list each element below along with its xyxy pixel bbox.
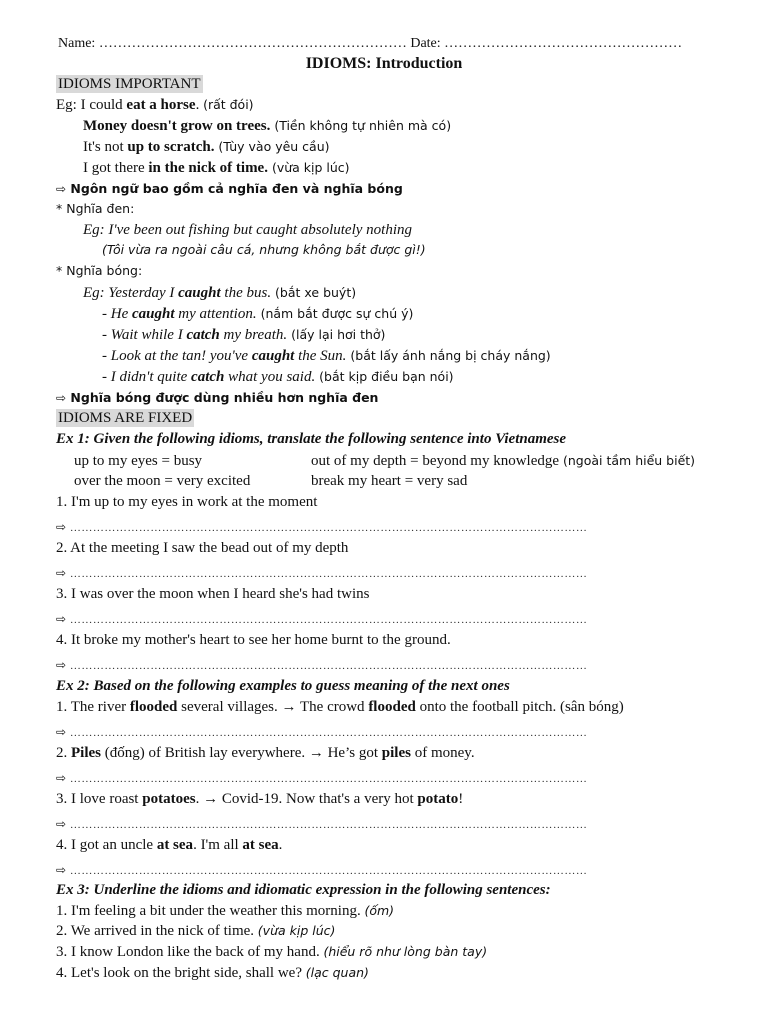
figurative-example-4: - Look at the tan! you've caught the Sun. (bắt lấy ánh nắng bị cháy nắng) bbox=[102, 348, 551, 364]
exercise-2-item: 3. I love roast potatoes. → Covid-19. Now that's a very hot potato! bbox=[56, 791, 464, 807]
arrow-icon: ⇨ bbox=[56, 658, 67, 672]
figurative-example-3: - Wait while I catch my breath. (lấy lại hơi thở) bbox=[102, 327, 386, 343]
answer-line[interactable]: ⇨ ……………………………………………………………………………………………………………………… bbox=[56, 771, 588, 785]
exercise-2-item: 1. The river flooded several villages. → The crowd flooded onto the football pitch. (sân bóng) bbox=[56, 699, 624, 715]
example-line-3: It's not up to scratch. (Tùy vào yêu cầu) bbox=[83, 139, 330, 155]
idiom-row-1: up to my eyes = busy out of my depth = beyond my knowledge (ngoài tầm hiểu biết) bbox=[74, 453, 696, 469]
arrow-icon: ⇨ bbox=[56, 771, 67, 785]
answer-line[interactable]: ⇨ ……………………………………………………………………………………………………………………… bbox=[56, 520, 588, 534]
answer-line[interactable]: ⇨ ……………………………………………………………………………………………………………………… bbox=[56, 817, 588, 831]
exercise-3-item: 3. I know London like the back of my hand. (hiểu rõ như lòng bàn tay) bbox=[56, 944, 488, 960]
literal-translation: (Tôi vừa ra ngoài câu cá, nhưng không bắt được gì!) bbox=[102, 242, 426, 257]
exercise-3-item: 2. We arrived in the nick of time. (vừa kịp lúc) bbox=[56, 923, 336, 939]
exercise-1-item: 1. I'm up to my eyes in work at the moment bbox=[56, 494, 318, 510]
figurative-example-5: - I didn't quite catch what you said. (bắt kịp điều bạn nói) bbox=[102, 369, 454, 385]
answer-line[interactable]: ⇨ ……………………………………………………………………………………………………………………… bbox=[56, 863, 588, 877]
literal-label: * Nghĩa đen: bbox=[56, 201, 135, 216]
exercise-2-item: 4. I got an uncle at sea. I'm all at sea. bbox=[56, 837, 283, 853]
answer-line[interactable]: ⇨ ……………………………………………………………………………………………………………………… bbox=[56, 658, 588, 672]
date-field[interactable]: …………………………………………… bbox=[444, 36, 683, 51]
note-literal-figurative: ⇨ Ngôn ngữ bao gồm cả nghĩa đen và nghĩa bóng bbox=[56, 181, 403, 196]
answer-line[interactable]: ⇨ ……………………………………………………………………………………………………………………… bbox=[56, 612, 588, 626]
answer-line[interactable]: ⇨ ……………………………………………………………………………………………………………………… bbox=[56, 566, 588, 580]
idiom-row-2: over the moon = very excited break my heart = very sad bbox=[74, 473, 468, 489]
arrow-icon: ⇨ bbox=[56, 817, 67, 831]
exercise-1-item: 2. At the meeting I saw the bead out of my depth bbox=[56, 540, 349, 556]
arrow-icon: ⇨ bbox=[56, 612, 67, 626]
literal-example: Eg: I've been out fishing but caught absolutely nothing bbox=[83, 222, 412, 238]
page-title: IDIOMS: Introduction bbox=[305, 55, 463, 72]
section-heading-fixed: IDIOMS ARE FIXED bbox=[58, 410, 193, 426]
example-line-2: Money doesn't grow on trees. (Tiền không tự nhiên mà có) bbox=[83, 118, 452, 134]
exercise-3-item: 4. Let's look on the bright side, shall we? (lạc quan) bbox=[56, 965, 369, 981]
figurative-example-2: - He caught my attention. (nắm bắt được sự chú ý) bbox=[102, 306, 414, 322]
date-label: Date: bbox=[406, 36, 445, 51]
example-line-4: I got there in the nick of time. (vừa kịp lúc) bbox=[83, 160, 350, 176]
arrow-icon: ⇨ bbox=[56, 520, 67, 534]
exercise-1-item: 4. It broke my mother's heart to see her home burnt to the ground. bbox=[56, 632, 451, 648]
exercise-1-item: 3. I was over the moon when I heard she's had twins bbox=[56, 586, 370, 602]
header-row bbox=[58, 37, 768, 51]
arrow-icon: ⇨ bbox=[56, 182, 67, 196]
note-figurative-more: ⇨ Nghĩa bóng được dùng nhiều hơn nghĩa đen bbox=[56, 390, 379, 405]
figurative-example-1: Eg: Yesterday I caught the bus. (bắt xe buýt) bbox=[83, 285, 357, 301]
arrow-icon: ⇨ bbox=[56, 391, 67, 405]
answer-line[interactable]: ⇨ ……………………………………………………………………………………………………………………… bbox=[56, 725, 588, 739]
figurative-label: * Nghĩa bóng: bbox=[56, 263, 143, 278]
name-field[interactable]: ………………………………………………………… bbox=[98, 36, 407, 51]
exercise-2-item: 2. Piles (đống) of British lay everywhere. → He’s got piles of money. bbox=[56, 745, 475, 761]
exercise-1-title: Ex 1: Given the following idioms, translate the following sentence into Vietnamese bbox=[56, 431, 567, 447]
exercise-3-item: 1. I'm feeling a bit under the weather this morning. (ốm) bbox=[56, 903, 395, 919]
name-label: Name: bbox=[58, 36, 99, 51]
arrow-icon: ⇨ bbox=[56, 566, 67, 580]
exercise-3-title: Ex 3: Underline the idioms and idiomatic expression in the following sentences: bbox=[56, 882, 551, 898]
exercise-2-title: Ex 2: Based on the following examples to guess meaning of the next ones bbox=[56, 678, 510, 694]
arrow-icon: ⇨ bbox=[56, 863, 67, 877]
example-line-1: Eg: I could eat a horse. (rất đói) bbox=[56, 97, 254, 113]
section-heading-important: IDIOMS IMPORTANT bbox=[58, 76, 201, 92]
arrow-icon: ⇨ bbox=[56, 725, 67, 739]
